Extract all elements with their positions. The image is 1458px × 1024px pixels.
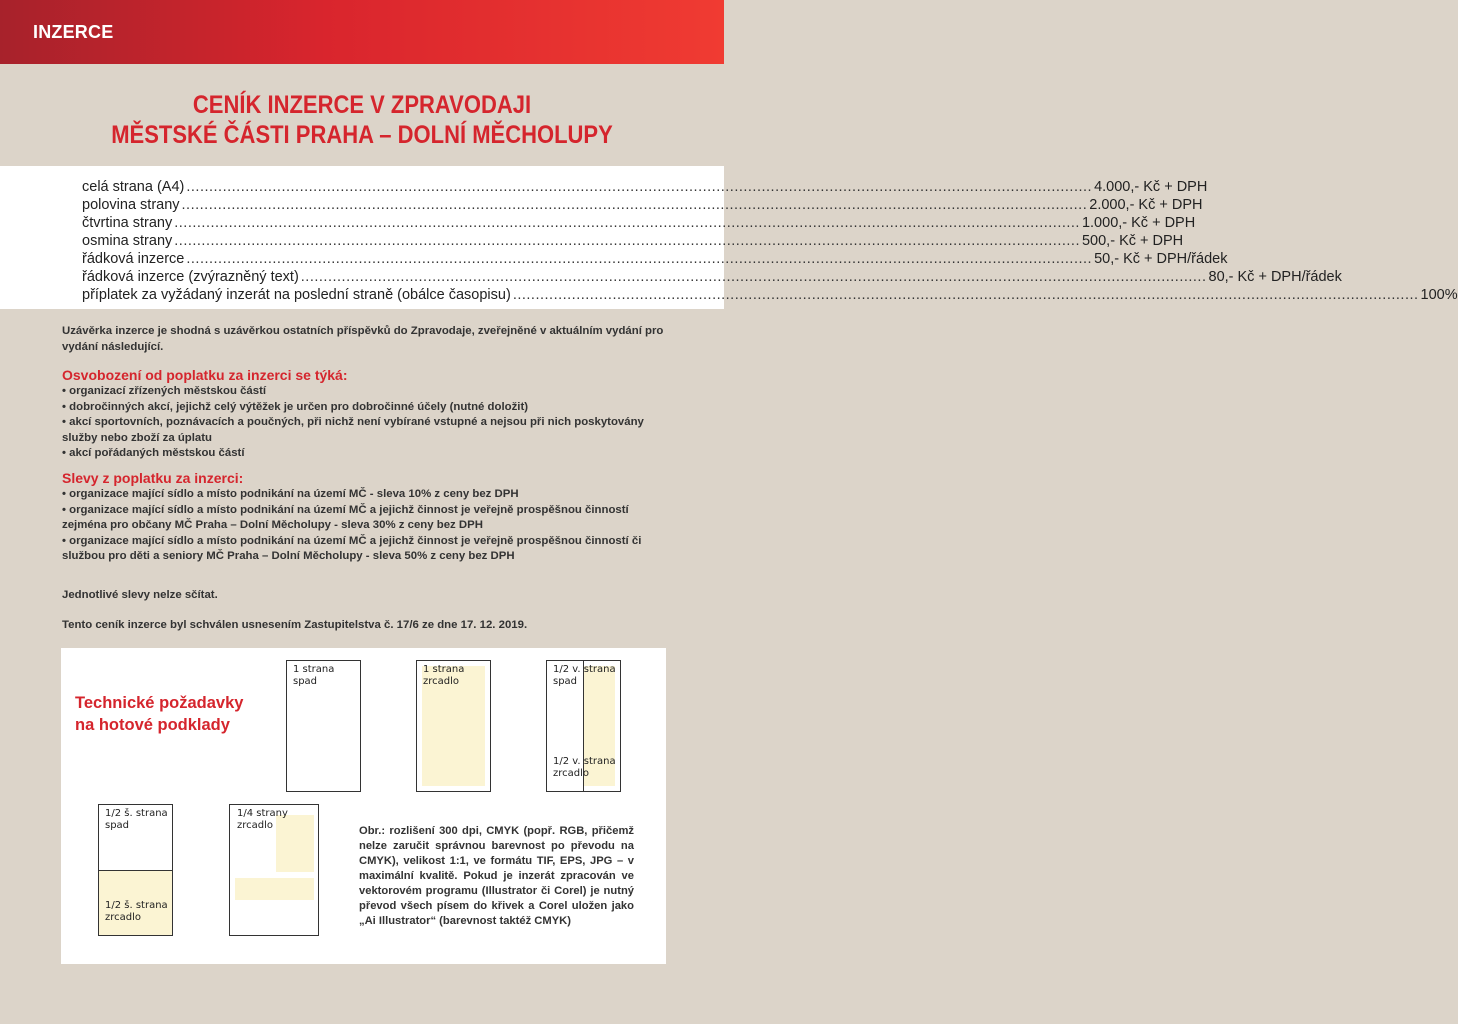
price-row: řádková inzerce (zvýrazněný text) ........................................................................................................................................................................................................ 80,- Kč + DPH/řádek (82, 269, 1342, 285)
layout-full-bleed: 1 strana spad (286, 660, 361, 792)
layout-half-vertical: 1/2 v. strana spad 1/2 v. strana zrcadlo (546, 660, 621, 792)
price-row: příplatek za vyžádaný inzerát na poslední straně (obálce časopisu) ........................................................................................................................................................................................................ 100% (82, 287, 1458, 303)
list-item: • organizací zřízených městskou částí (62, 385, 267, 397)
section-label: INZERCE (33, 22, 114, 42)
header-bar (0, 0, 724, 64)
layout-half-horizontal: 1/2 š. strana spad 1/2 š. strana zrcadlo (98, 804, 173, 936)
price-row: čtvrtina strany ........................................................................................................................................................................................................ 1.000,- Kč + DPH (82, 215, 1196, 231)
price-list (0, 166, 1458, 309)
price-row: řádková inzerce ........................................................................................................................................................................................................ 50,- Kč + DPH/řádek (82, 251, 1228, 267)
list-item: • organizace mající sídlo a místo podnikání na území MČ a jejichž činnost je veřejně prospěšnou činností zejména pro občany MČ Praha – Dolní Měcholupy - sleva 30% z ceny bez DPH (62, 503, 629, 531)
exemption-list (62, 384, 666, 462)
technical-title: Technické požadavky na hotové podklady (75, 694, 244, 734)
list-item: • akcí sportovních, poznávacích a poučných, při nichž není vybírané vstupné a nejsou při nich poskytovány služby nebo zboží za úplatu (62, 416, 644, 444)
no-combine-note: Jednotlivé slevy nelze sčítat. (62, 589, 218, 601)
price-row: celá strana (A4) ........................................................................................................................................................................................................ 4.000,- Kč + DPH (82, 179, 1208, 195)
technical-description: Obr.: rozlišení 300 dpi, CMYK (popř. RGB, přičemž nelze zaručit správnou barevnost po převodu na CMYK), velikost 1:1, ve formátu TIF, EPS, JPG – v maximální kvalitě. Pokud je inzerát zpracován ve vektorovém programu (Illustrator či Corel) je nutný převod všech písem do křivek a Corel uložen jako „Ai Illustrator“ (barevnost taktéž CMYK) (359, 825, 634, 927)
title-line-2: MĚSTSKÉ ČÁSTI PRAHA – DOLNÍ MĚCHOLUPY (111, 121, 613, 149)
exemption-heading: Osvobození od poplatku za inzerci se týká: (62, 367, 348, 383)
layout-quarter: 1/4 strany zrcadlo (229, 804, 319, 936)
list-item: • dobročinných akcí, jejichž celý výtěžek je určen pro dobročinné účely (nutné doložit) (62, 400, 529, 413)
technical-requirements (61, 648, 666, 964)
price-row: polovina strany ........................................................................................................................................................................................................ 2.000,- Kč + DPH (82, 197, 1203, 213)
intro-text: Uzávěrka inzerce je shodná s uzávěrkou ostatních příspěvků do Zpravodaje, zveřejněné v aktuálním vydání pro vydání následující. (62, 325, 664, 353)
discounts-heading: Slevy z poplatku za inzerci: (62, 470, 244, 486)
discounts-list (62, 487, 666, 565)
list-item: • akcí pořádaných městskou částí (62, 447, 245, 459)
page-title (43, 90, 680, 150)
list-item: • organizace mající sídlo a místo podnikání na území MČ - sleva 10% z ceny bez DPH (62, 488, 519, 500)
title-line-1: CENÍK INZERCE V ZPRAVODAJI (192, 91, 532, 119)
price-row: osmina strany ........................................................................................................................................................................................................ 500,- Kč + DPH (82, 233, 1184, 249)
approval-note: Tento ceník inzerce byl schválen usnesením Zastupitelstva č. 17/6 ze dne 17. 12. 2019. (62, 619, 528, 631)
list-item: • organizace mající sídlo a místo podnikání na území MČ a jejichž činnost je veřejně prospěšnou činností či službou pro děti a seniory MČ Praha – Dolní Měcholupy - sleva 50% z ceny bez DPH (62, 534, 642, 562)
layout-full-mirror: 1 strana zrcadlo (416, 660, 491, 792)
